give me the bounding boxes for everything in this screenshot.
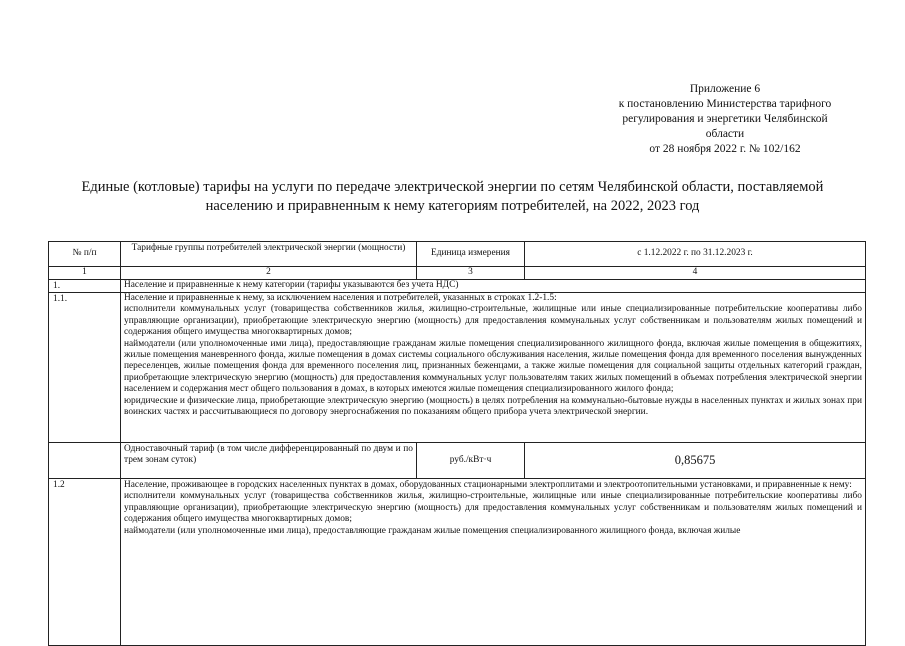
row-1-2-paragraph: наймодатели (или уполномоченные ими лица), предоставляющие гражданам жилые помещения специализированного жилищного фонда, включая жилые bbox=[124, 525, 741, 536]
tariff-row-num bbox=[49, 443, 121, 478]
tariff-unit: руб./кВт·ч bbox=[417, 443, 525, 478]
appendix-line: Приложение 6 bbox=[689, 83, 761, 95]
appendix-line: регулирования и энергетики Челябинской bbox=[622, 113, 828, 125]
appendix-header bbox=[560, 82, 890, 157]
appendix-line: от 28 ноября 2022 г. № 102/162 bbox=[649, 143, 801, 155]
title-line-1: Единые (котловые) тарифы на услуги по передаче электрической энергии по сетям Челябинской области, поставляемой bbox=[81, 179, 824, 195]
header-group: Тарифные группы потребителей электрической энергии (мощности) bbox=[121, 242, 417, 266]
row-1-2-text bbox=[121, 479, 865, 646]
row-1-1-paragraph: Население и приравненные к нему, за исключением населения и потребителей, указанных в строках 1.2-1.5: bbox=[124, 293, 557, 303]
row-1-1-paragraph: юридические и физические лица, приобретающие электрическую энергию (мощность) в целях потребления на коммунально-бытовые нужды в населенных пунктах и жилых зонах при воинских частях и рассчитывающиеся по договору энергоснабжения по показаниям общего прибора учета электрической энергии. bbox=[124, 395, 862, 418]
row-1-2-paragraph: исполнители коммунальных услуг (товарищества собственников жилья, жилищно-строительные, жилищные или иные специализированные потребительские кооперативы либо управляющие организации), приобретающие электрическую энергию (мощность) для предоставления коммунальных услуг собственникам и пользователям жилых помещений и содержания общего имущества многоквартирных домов; bbox=[124, 491, 862, 525]
table-header-row bbox=[49, 242, 865, 267]
column-number-row bbox=[49, 267, 865, 280]
row-1-1-num: 1.1. bbox=[49, 293, 121, 442]
row-1-2-num: 1.2 bbox=[49, 479, 121, 646]
section-row bbox=[49, 280, 865, 293]
appendix-line: к постановлению Министерства тарифного bbox=[618, 98, 832, 110]
appendix-line: области bbox=[705, 128, 745, 140]
section-text: Население и приравненные к нему категории (тарифы указываются без учета НДС) bbox=[124, 280, 459, 290]
row-1-1-paragraph: наймодатели (или уполномоченные ими лица), предоставляющие гражданам жилые помещения специализированного жилищного фонда, включая жилые помещения в общежитиях, жилые помещения маневренного фонда, жилые помещения в домах системы социального обслуживания населения, жилые помещения фонда для временного поселения вынужденных переселенцев, жилые помещения фонда для временного поселения лиц, признанных беженцами, а также жилые помещения для социальной защиты отдельных категорий граждан, приобретающие электрическую энергию (мощность) для предоставления коммунальных услуг пользователям таких жилых помещений в объемах потребления электрической энергии населением и содержания мест общего пользования в домах, в которых имеются жилые помещения специализированного жилого фонда; bbox=[124, 338, 862, 395]
row-1-2-paragraph: Население, проживающее в городских населенных пунктах в домах, оборудованных стационарными электроплитами и электроотопительными установками, и приравненные к нему: bbox=[124, 480, 852, 490]
col-number-4: 4 bbox=[692, 267, 698, 278]
document-title bbox=[40, 178, 865, 216]
col-number-3: 3 bbox=[417, 267, 525, 279]
row-1-1-text bbox=[121, 293, 865, 442]
tariff-value: 0,85675 bbox=[674, 452, 716, 467]
col-number-2: 2 bbox=[121, 267, 417, 279]
row-1-1 bbox=[49, 293, 865, 443]
tariff-table bbox=[48, 241, 866, 646]
title-line-2: населению и приравненным к нему категориям потребителей, на 2022, 2023 год bbox=[205, 198, 700, 214]
row-1-1-paragraph: исполнители коммунальных услуг (товарищества собственников жилья, жилищно-строительные, жилищные или иные специализированные потребительские кооперативы либо управляющие организации), приобретающие электрическую энергию (мощность) для предоставления коммунальных услуг собственникам и пользователям жилых помещений и содержания общего имущества многоквартирных домов; bbox=[124, 304, 862, 338]
section-num: 1. bbox=[49, 280, 121, 292]
tariff-label: Одноставочный тариф (в том числе дифференцированный по двум и по трем зонам суток) bbox=[121, 443, 417, 478]
header-unit: Единица измерения bbox=[417, 242, 525, 266]
header-period: с 1.12.2022 г. по 31.12.2023 г. bbox=[637, 248, 753, 259]
header-num: № п/п bbox=[49, 242, 121, 266]
row-1-2 bbox=[49, 479, 865, 646]
tariff-row bbox=[49, 443, 865, 479]
col-number-1: 1 bbox=[49, 267, 121, 279]
